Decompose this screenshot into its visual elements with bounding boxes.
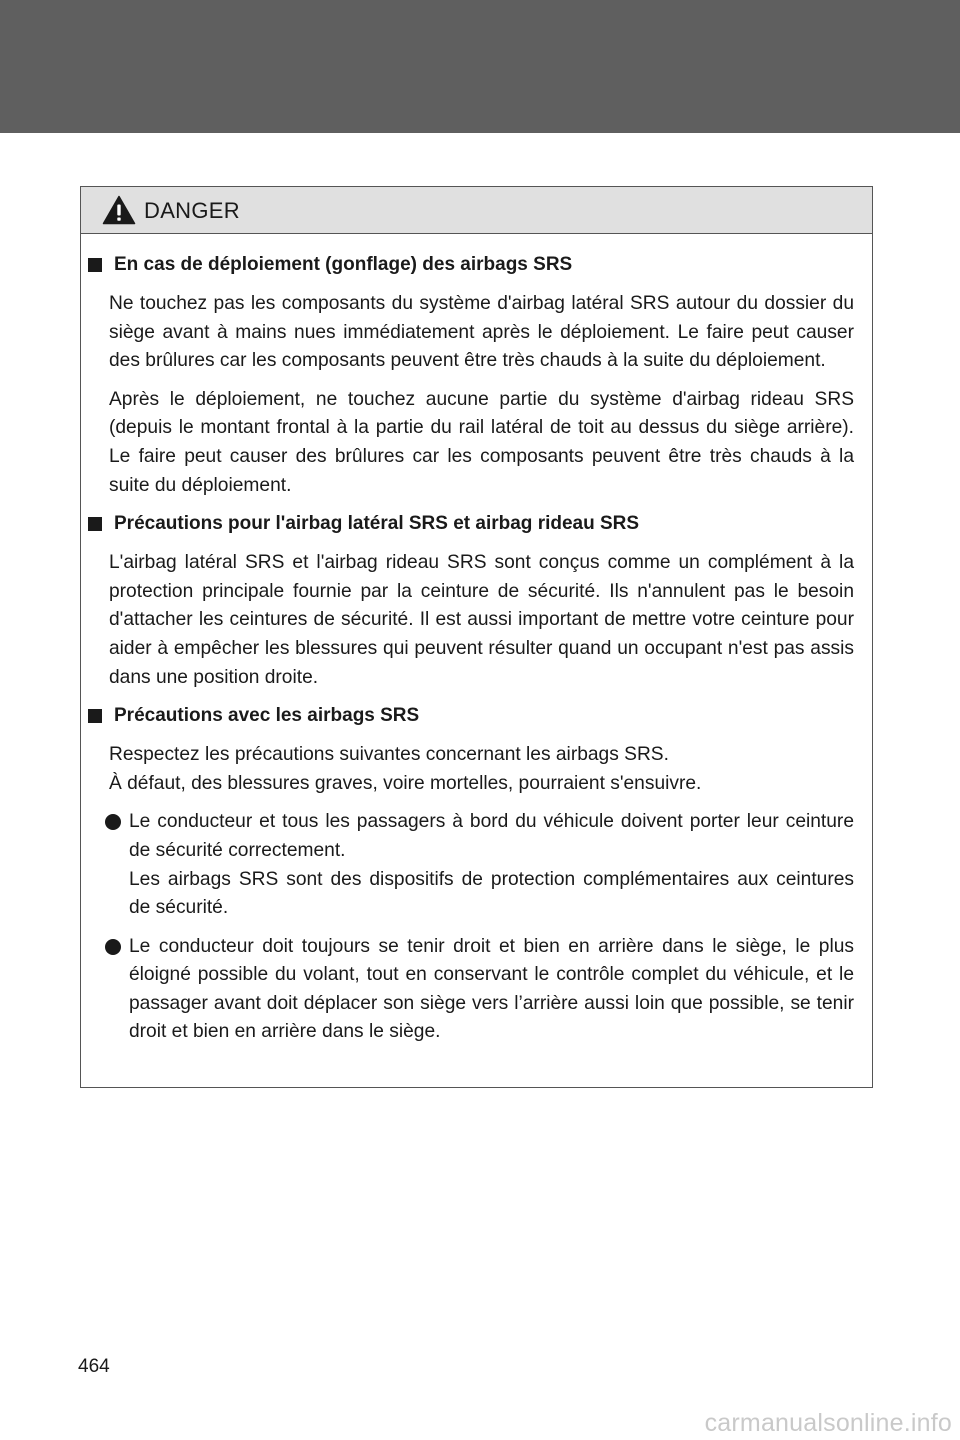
section-heading [87, 510, 856, 538]
danger-title: DANGER [144, 198, 240, 223]
circle-bullet-icon [105, 814, 121, 830]
header-bar [0, 0, 960, 133]
paragraph [109, 741, 854, 798]
square-bullet-icon [88, 709, 102, 723]
bullet-text: Le conducteur et tous les passagers à bord du véhicule doivent porter leur ceinture de sécurité correctement. [129, 811, 854, 861]
bullet-text: Le conducteur doit toujours se tenir droit et bien en arrière dans le siège, le plus éloigné possible du volant, tout en conservant le contrôle complet du véhicule, et le passager avant doit déplacer son siège vers l’arrière aussi loin que possible, se tenir droit et bien en arrière dans le siège. [129, 935, 854, 1043]
section-heading [87, 251, 856, 279]
section-heading-text: Précautions avec les airbags SRS [114, 705, 420, 727]
section-heading-text: Précautions pour l'airbag latéral SRS et airbag rideau SRS [114, 513, 640, 535]
square-bullet-icon [88, 517, 102, 531]
danger-content [81, 234, 872, 1047]
section-heading-text: En cas de déploiement (gonflage) des airbags SRS [114, 254, 573, 275]
bullet-item [129, 808, 854, 922]
page-number: 464 [78, 1356, 110, 1377]
danger-header [81, 187, 872, 234]
bullet-item [129, 933, 854, 1047]
paragraph: Après le déploiement, ne touchez aucune partie du système d'airbag rideau SRS (depuis le montant frontal à la partie du rail latéral de toit au dessus du siège arrière). Le faire peut causer des brûlures car les composants peuvent être très chauds à la suite du déploiement. [109, 388, 854, 496]
square-bullet-icon [88, 258, 102, 272]
paragraph: Ne touchez pas les composants du système d'airbag latéral SRS autour du dossier du siège avant à mains nues immédiatement après le déploiement. Le faire peut causer des brûlures car les composants peuvent être très chauds à la suite du déploiement. [109, 293, 854, 372]
bullet-text: Les airbags SRS sont des dispositifs de protection complémentaires aux ceintures de sécurité. [129, 868, 854, 919]
danger-box [80, 186, 873, 1088]
warning-triangle-icon [102, 195, 136, 225]
section-heading [87, 702, 856, 730]
intro-line: Respectez les précautions suivantes concernant les airbags SRS. [109, 744, 669, 766]
intro-line: À défaut, des blessures graves, voire mortelles, pourraient s'ensuivre. [109, 772, 702, 794]
paragraph: L'airbag latéral SRS et l'airbag rideau SRS sont conçus comme un complément à la protection principale fournie par la ceinture de sécurité. Ils n'annulent pas le besoin d'attacher les ceintures de sécurité. Il est aussi important de mettre votre ceinture pour aider à empêcher les blessures qui peuvent résulter quand un occupant n'est pas assis dans une position droite. [109, 552, 854, 688]
watermark: carmanualsonline.info [704, 1409, 952, 1437]
circle-bullet-icon [105, 939, 121, 955]
